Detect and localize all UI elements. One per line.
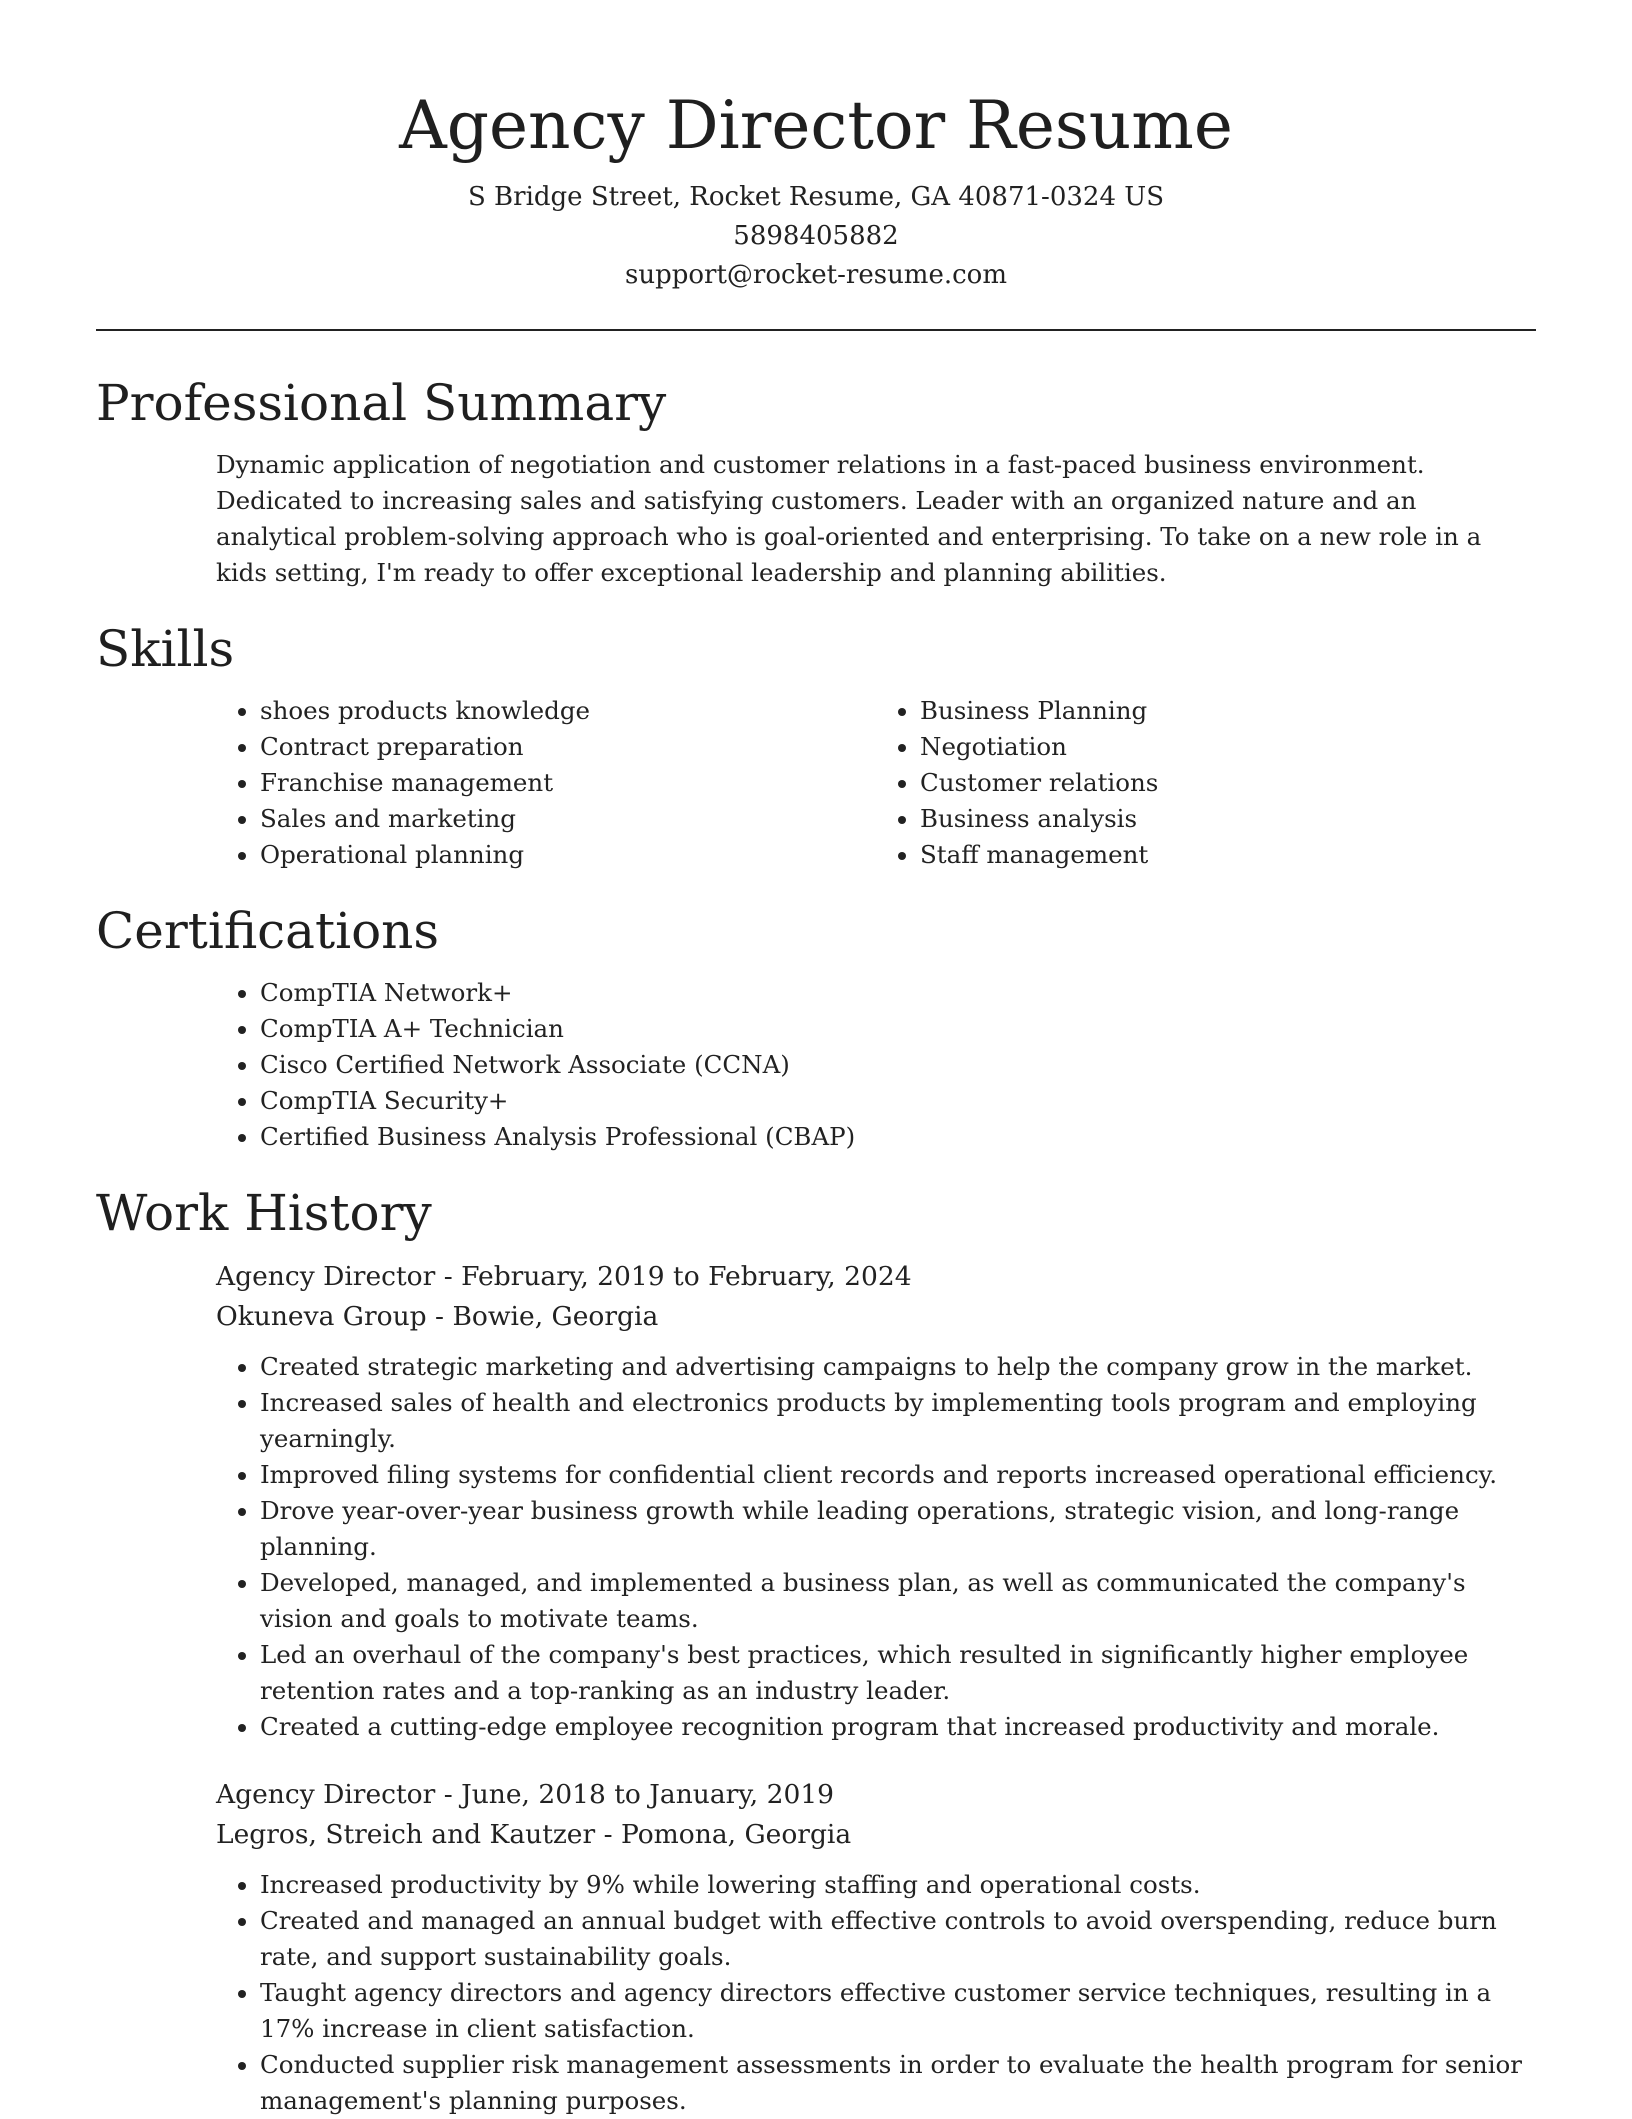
job-title: Agency Director <box>216 1261 436 1292</box>
section-heading-work: Work History <box>96 1184 432 1242</box>
list-item: • Drove year-over-year business growth while leading operations, strategic vision, and long-range planning. <box>260 1493 1536 1565</box>
summary-text: Dynamic application of negotiation and customer relations in a fast-paced business environment. Dedicated to increasing sales and satisfying customers. Leader with an organized nature and an analytical problem-solving approach who is goal-oriented and enterprising. To take on a new role in a kids setting, I'm ready to offer exceptional leadership and planning abilities. <box>216 450 1482 587</box>
list-item: • Operational planning <box>260 837 876 873</box>
email: support@rocket-resume.com <box>624 260 1007 290</box>
header-divider <box>96 329 1536 331</box>
job-bullets <box>216 1349 1536 1745</box>
skills-list-left <box>216 693 876 873</box>
list-item: • Led an overhaul of the company's best practices, which resulted in significantly higher employee retention rates and a top-ranking as an industry leader. <box>260 1637 1536 1709</box>
job-location: Pomona, Georgia <box>620 1819 852 1850</box>
job-title-line: Agency Director - June, 2018 to January, 2019 <box>216 1779 835 1810</box>
phone: 5898405882 <box>733 221 899 251</box>
list-item: • Customer relations <box>920 765 1536 801</box>
address: S Bridge Street, Rocket Resume, GA 40871-0324 US <box>467 182 1165 212</box>
list-item: • Business analysis <box>920 801 1536 837</box>
list-item: • Increased sales of health and electronics products by implementing tools program and employing yearningly. <box>260 1385 1536 1457</box>
list-item: • Created a cutting-edge employee recognition program that increased productivity and morale. <box>260 1709 1536 1745</box>
list-item: • Created strategic marketing and advertising campaigns to help the company grow in the market. <box>260 1349 1536 1385</box>
job-dates: February, 2019 to February, 2024 <box>461 1261 912 1292</box>
job-company: Okuneva Group <box>216 1301 427 1332</box>
contact-block <box>0 178 1632 295</box>
job-title: Agency Director <box>216 1779 436 1810</box>
list-item: • Cisco Certified Network Associate (CCNA) <box>260 1047 1536 1083</box>
resume-header <box>0 0 1632 295</box>
skills-section <box>96 617 1536 873</box>
job-company-line: Legros, Streich and Kautzer - Pomona, Georgia <box>216 1819 852 1850</box>
list-item: • Staff management <box>920 837 1536 873</box>
list-item: • Conducted supplier risk management assessments in order to evaluate the health program for senior management's planning purposes. <box>260 2047 1536 2119</box>
list-item: • Certified Business Analysis Professional (CBAP) <box>260 1119 1536 1155</box>
job-title-line: Agency Director - February, 2019 to February, 2024 <box>216 1261 912 1292</box>
skills-grid <box>216 693 1536 873</box>
job-company-line: Okuneva Group - Bowie, Georgia <box>216 1301 659 1332</box>
work-section <box>96 1181 1536 2119</box>
list-item: • Taught agency directors and agency directors effective customer service techniques, resulting in a 17% increase in client satisfaction. <box>260 1975 1536 2047</box>
job-location: Bowie, Georgia <box>452 1301 659 1332</box>
skills-list-right <box>876 693 1536 873</box>
list-item: • Sales and marketing <box>260 801 876 837</box>
list-item: • Contract preparation <box>260 729 876 765</box>
certifications-section <box>96 899 1536 1155</box>
list-item: • Franchise management <box>260 765 876 801</box>
list-item: • CompTIA Security+ <box>260 1083 1536 1119</box>
job-company: Legros, Streich and Kautzer <box>216 1819 596 1850</box>
job-entry <box>216 1775 1536 2119</box>
certifications-list <box>216 975 1536 1155</box>
section-heading-skills: Skills <box>96 620 235 678</box>
list-item: • Negotiation <box>920 729 1536 765</box>
job-bullets <box>216 1867 1536 2119</box>
list-item: • CompTIA Network+ <box>260 975 1536 1011</box>
list-item: • Increased productivity by 9% while lowering staffing and operational costs. <box>260 1867 1536 1903</box>
job-entry <box>216 1257 1536 1745</box>
job-dates: June, 2018 to January, 2019 <box>461 1779 835 1810</box>
list-item: • Improved filing systems for confidential client records and reports increased operational efficiency. <box>260 1457 1536 1493</box>
list-item: • CompTIA A+ Technician <box>260 1011 1536 1047</box>
list-item: • Created and managed an annual budget with effective controls to avoid overspending, reduce burn rate, and support sustainability goals. <box>260 1903 1536 1975</box>
section-heading-summary: Professional Summary <box>96 374 667 432</box>
list-item: • Business Planning <box>920 693 1536 729</box>
list-item: • Developed, managed, and implemented a business plan, as well as communicated the company's vision and goals to motivate teams. <box>260 1565 1536 1637</box>
section-heading-certifications: Certifications <box>96 902 440 960</box>
page-title: Agency Director Resume <box>399 87 1233 164</box>
list-item: • shoes products knowledge <box>260 693 876 729</box>
summary-section <box>96 371 1536 591</box>
